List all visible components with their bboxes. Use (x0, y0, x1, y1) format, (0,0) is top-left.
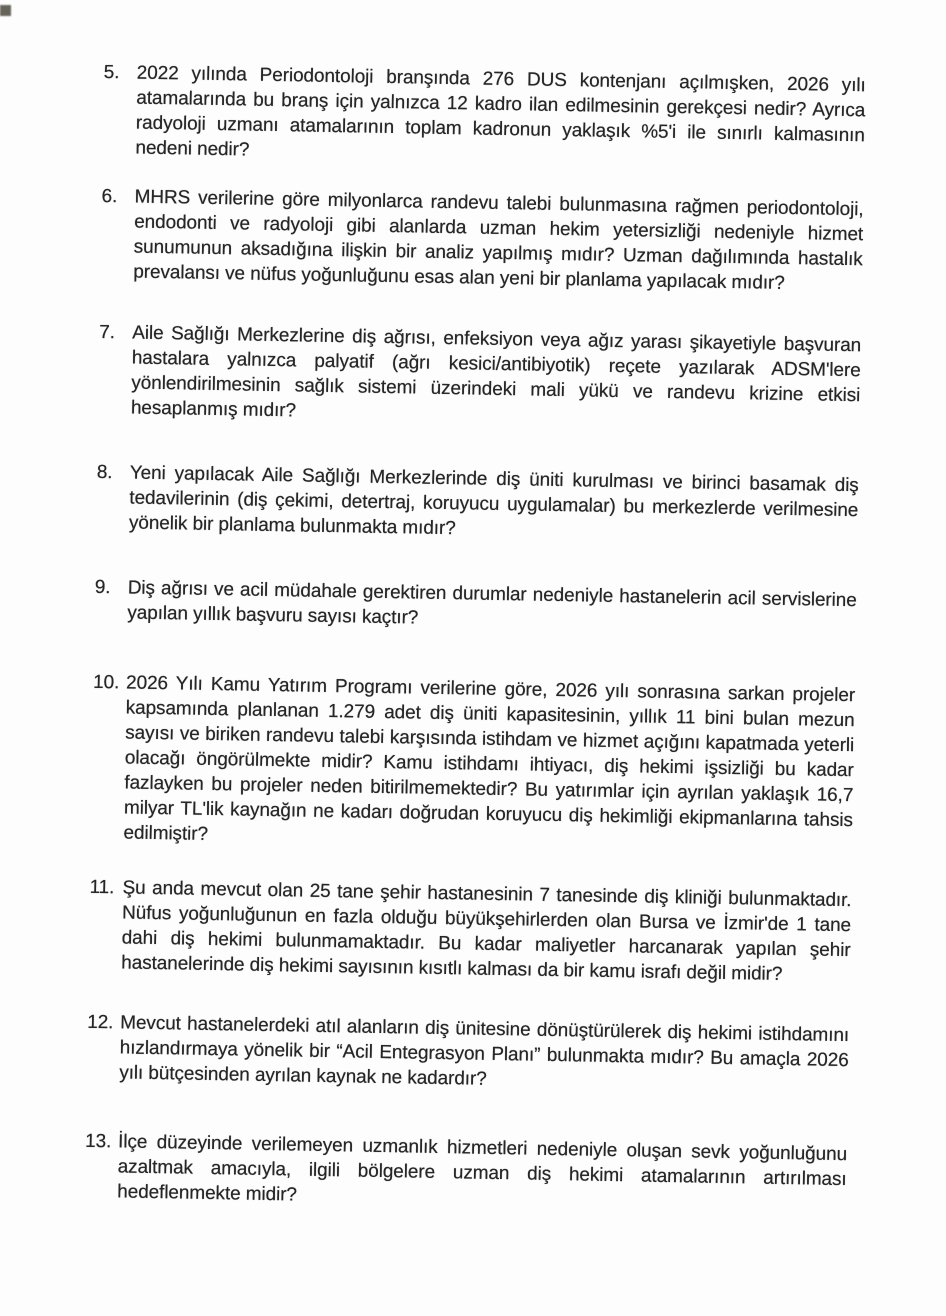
question-text: MHRS verilerine göre milyonlarca randevu talebi bulunmasına rağmen periodontoloji, endodonti ve radyoloji gibi alanlarda uzman hekim yetersizliği nedeniyle hizmet sunumunun aksadığına ilişkin bir analiz yapılmış mıdır? Uzman dağılımında hastalık prevalansı ve nüfus yoğunluğunu esas alan yeni bir planlama yapılacak mıdır? (133, 186, 864, 294)
question-text: İlçe düzeyinde verilemeyen uzmanlık hizmetleri nedeniyle oluşan sevk yoğunluğunu azaltmak amacıyla, ilgili bölgelere uzman diş hekimi atamalarının artırılması hedeflenmekte midir? (117, 1131, 848, 1206)
question-item (96, 460, 859, 548)
question-item (102, 60, 866, 173)
scan-artifact (0, 5, 11, 16)
question-item (98, 320, 862, 433)
question-number: 10. (92, 671, 120, 694)
question-text: 2022 yılında Periodontoloji branşında 276 DUS kontenjanı açılmışken, 2026 yılı atamalarında bu branş için yalnızca 12 kadro ilan edilmesinin gerekçesi nedir? Ayrıca radyoloji uzmanı atamalarının toplam kadronun yaklaşık %5'i ile sınırlı kalmasının nedeni nedir? (135, 62, 866, 161)
question-text: Yeni yapılacak Aile Sağlığı Merkezlerinde diş üniti kurulması ve birinci basamak diş tedavilerinin (diş çekimi, detertraj, koruyucu uygulamalar) bu merkezlerde verilmesine yönelik bir planlama bulunmakta mıdır? (128, 462, 859, 540)
question-text: Diş ağrısı ve acil müdahale gerektiren durumlar nedeniyle hastanelerin acil servislerine yapılan yıllık başvuru sayısı kaçtır? (127, 577, 857, 629)
question-number: 6. (101, 185, 118, 208)
question-item (90, 670, 855, 858)
question-item (86, 1010, 849, 1098)
question-text: Şu anda mevcut olan 25 tane şehir hastanesinin 7 tanesinde diş kliniği bulunmaktadır. Nüfus yoğunluğunun en fazla olduğu büyükşehirlerden olan Bursa ve İzmir'de 1 tane dahi diş hekimi bulunmamaktadır. Bu kadar maliyetler harcanarak yapılan şehir hastanelerinde diş hekimi sayısının kısıtlı kalması da bir kamu israfı değil midir? (121, 877, 852, 985)
question-list (84, 60, 866, 1217)
question-item (84, 1129, 847, 1217)
question-number: 11. (89, 876, 115, 899)
question-text: Aile Sağlığı Merkezlerine diş ağrısı, enfeksiyon veya ağız yarası şikayetiyle başvuran hastalara yalnızca palyatif (ağrı kesici/antibiyotik) reçete yazılarak ADSM'lere yönlendirilmesinin sağlık sistemi üzerindeki mali yükü ve randevu krizine etkisi hesaplanmış mıdır? (130, 322, 862, 422)
question-item (88, 875, 852, 988)
question-item (94, 575, 857, 638)
question-text: 2026 Yılı Kamu Yatırım Programı verilerine göre, 2026 yılı sonrasına sarkan projeler kapsamında planlanan 1.279 adet diş üniti kapasitesinin, yıllık 11 bini bulan mezun sayısı ve biriken randevu talebi karşısında istihdam ve hizmet açığını kapatmada yeterli olacağı öngörülmekte midir? Kamu istihdamı ihtiyacı, diş hekimi işsizliği bu kadar fazlayken bu projeler neden bitirilmemektedir? Bu yatırımlar için ayrılan yaklaşık 16,7 milyar TL'lik kaynağın ne kadarı doğrudan koruyucu diş hekimliği ekipmanlarına tahsis edilmiştir? (123, 672, 856, 845)
question-number: 7. (99, 321, 116, 344)
question-number: 13. (84, 1130, 112, 1153)
question-number: 5. (103, 61, 120, 84)
question-number: 8. (96, 461, 113, 484)
question-number: 9. (94, 576, 111, 599)
question-item (100, 184, 864, 297)
question-text: Mevcut hastanelerdeki atıl alanların diş ünitesine dönüştürülerek diş hekimi istihdamını hızlandırmaya yönelik bir “Acil Entegrasyon Planı” bulunmakta mıdır? Bu amaçla 2026 yılı bütçesinden ayrılan kaynak ne kadardır? (119, 1012, 850, 1090)
question-number: 12. (87, 1011, 114, 1034)
